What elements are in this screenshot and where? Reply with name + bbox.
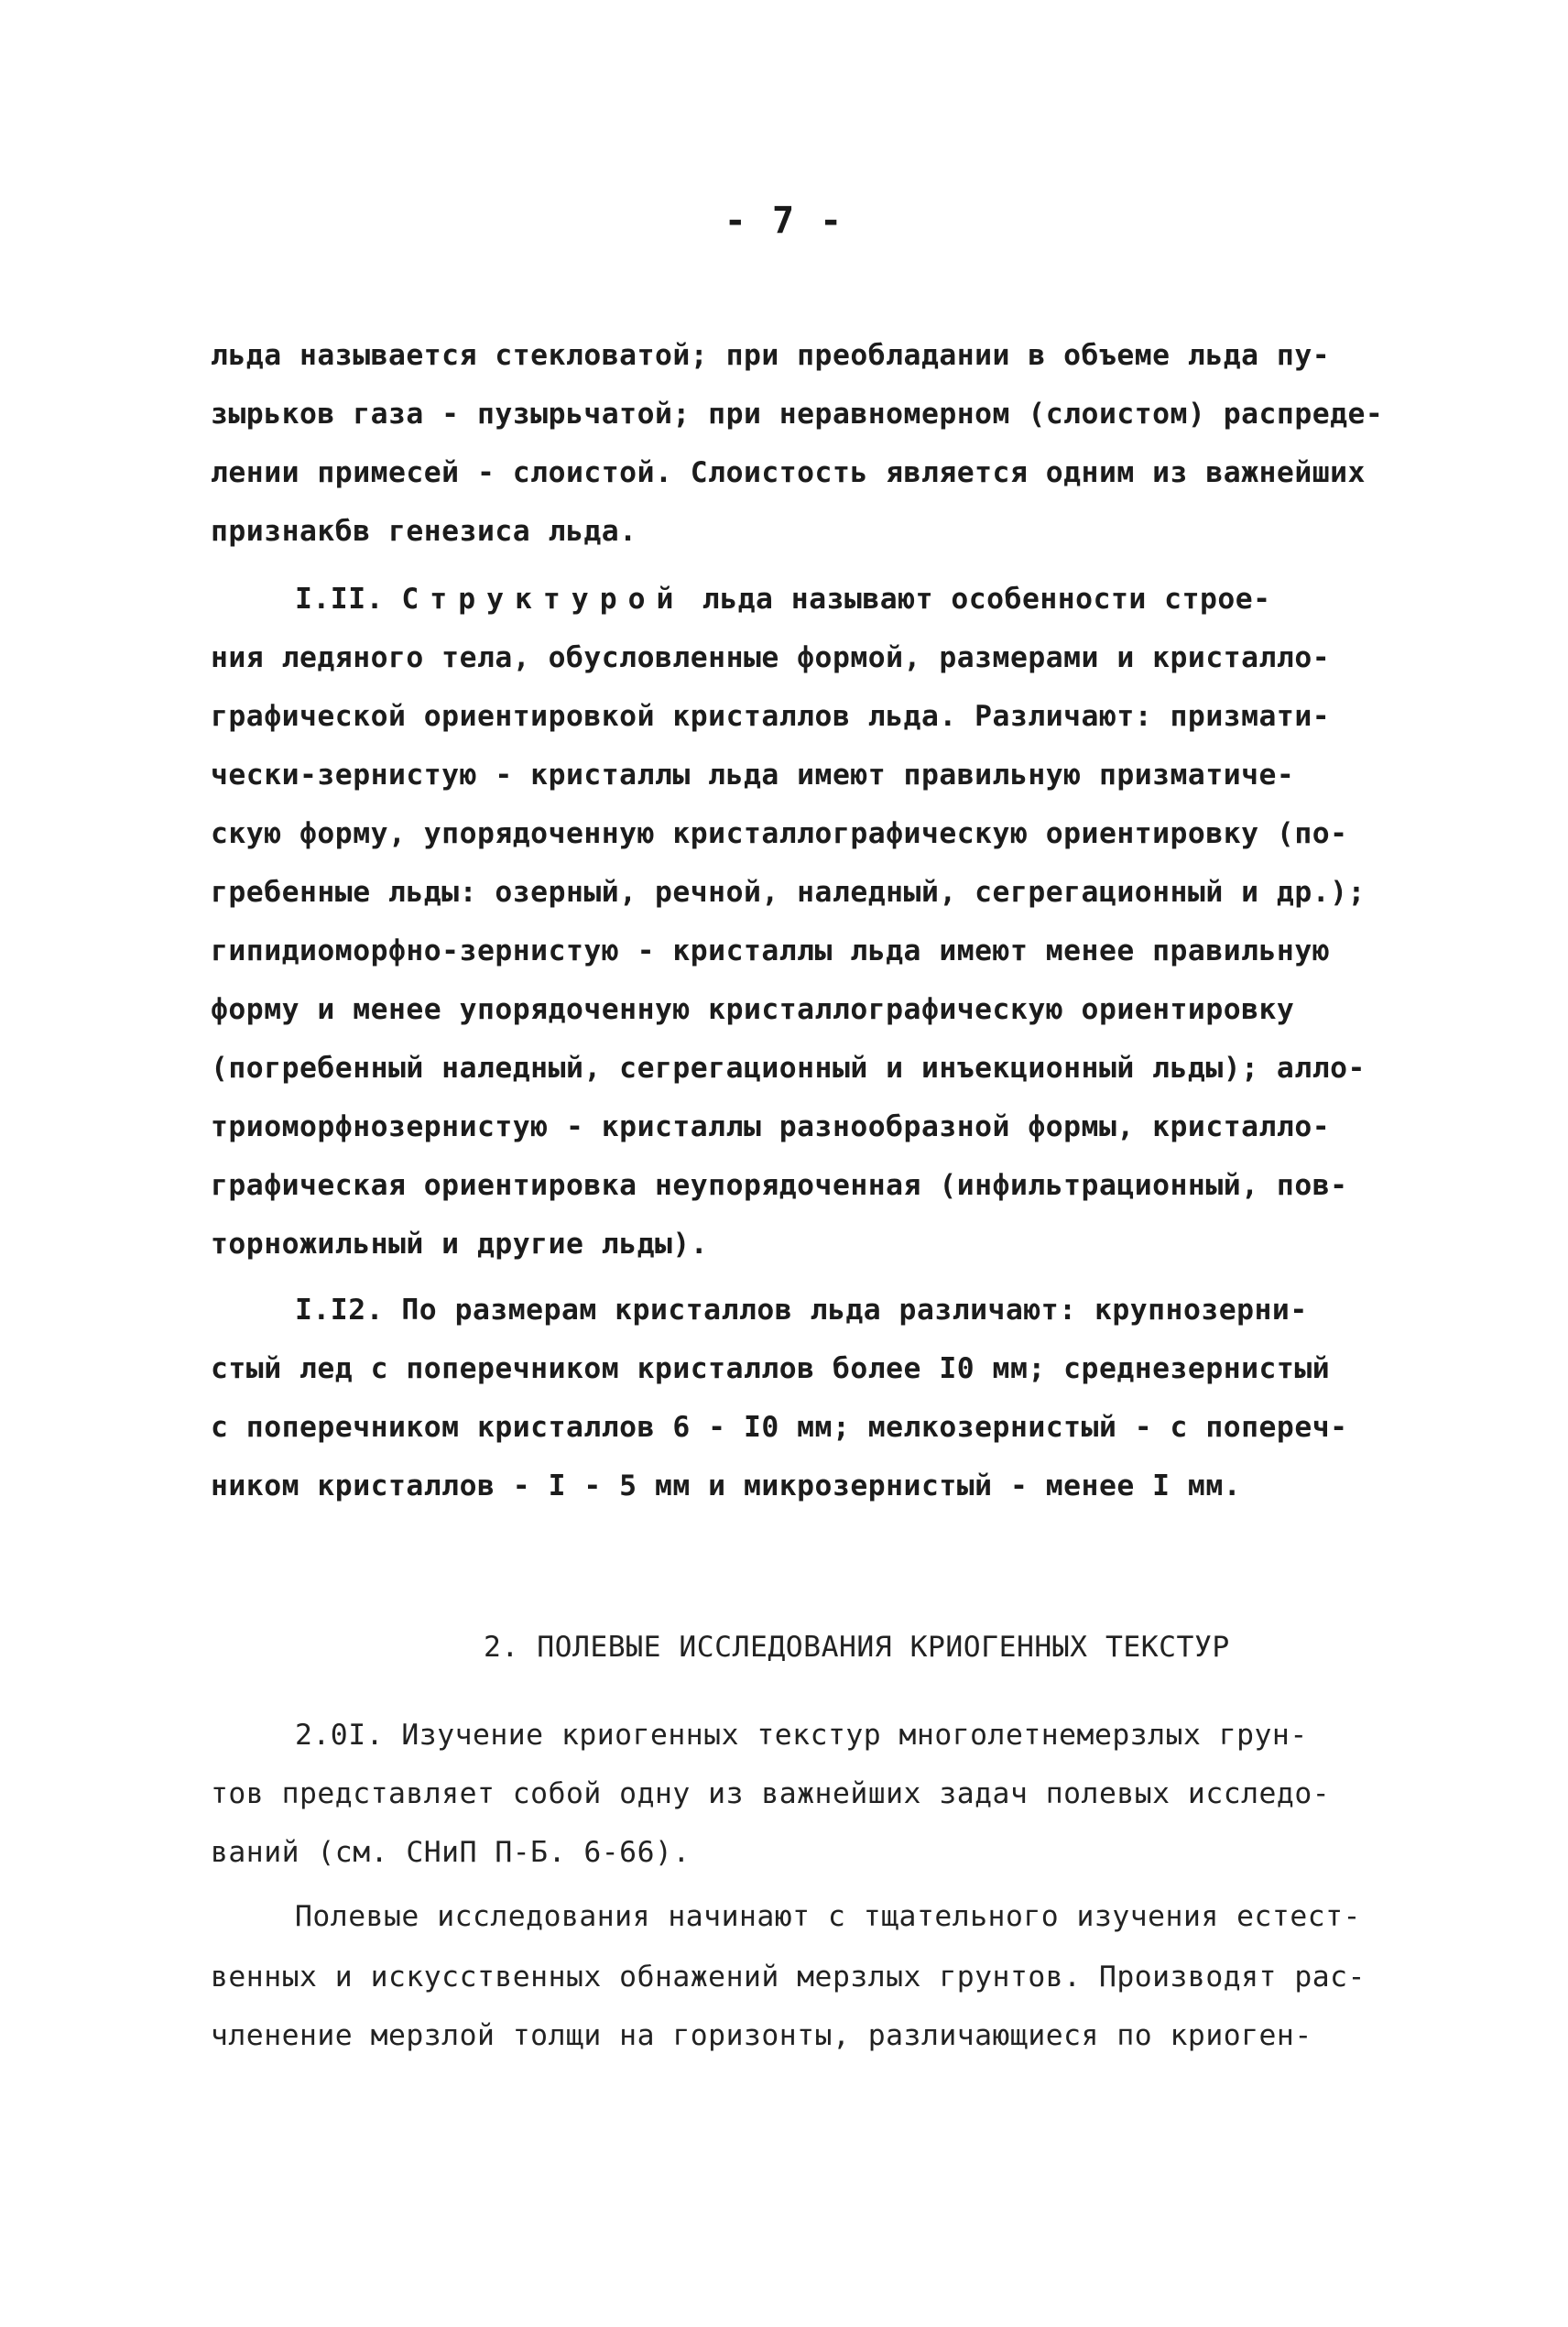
- text-line: (погребенный наледный, сегрегационный и инъекционный льды); алло-: [211, 1052, 1366, 1085]
- text-line: 2.0I. Изучение криогенных текстур многолетнемерзлых грун-: [295, 1719, 1308, 1752]
- section-heading: 2. ПОЛЕВЫЕ ИССЛЕДОВАНИЯ КРИОГЕННЫХ ТЕКСТУР: [484, 1631, 1230, 1664]
- paragraph-number: I.II.: [295, 583, 384, 616]
- text-line: чески-зернистую - кристаллы льда имеют правильную призматиче-: [211, 759, 1295, 792]
- text-line: ваний (см. СНиП П-Б. 6-66).: [211, 1836, 691, 1869]
- text-fragment: льда называют особенности строе-: [684, 583, 1271, 616]
- text-line: с поперечником кристаллов 6 - I0 мм; мелкозернистый - с попереч-: [211, 1411, 1348, 1444]
- text-line: льда называется стекловатой; при преобладании в объеме льда пу-: [211, 339, 1331, 372]
- text-line: гребенные льды: озерный, речной, наледный, сегрегационный и др.);: [211, 876, 1366, 909]
- text-line: ния ледяного тела, обусловленные формой, размерами и кристалло-: [211, 641, 1331, 674]
- text-line: стый лед с поперечником кристаллов более I0 мм; среднезернистый: [211, 1352, 1331, 1385]
- text-line: признакбв генезиса льда.: [211, 515, 637, 548]
- text-line: Полевые исследования начинают с тщательного изучения естест-: [295, 1900, 1361, 1933]
- text-line: ником кристаллов - I - 5 мм и микрозернистый - менее I мм.: [211, 1469, 1242, 1502]
- paragraph-1-11-first-line: [295, 581, 1271, 617]
- text-line: зырьков газа - пузырьчатой; при неравномерном (слоистом) распреде-: [211, 398, 1384, 431]
- text-line: венных и искусственных обнажений мерзлых грунтов. Производят рас-: [211, 1961, 1366, 1994]
- text-line: тов представляет собой одну из важнейших задач полевых исследо-: [211, 1777, 1331, 1810]
- text-line: графическая ориентировка неупорядоченная (инфильтрационный, пов-: [211, 1169, 1348, 1202]
- text-line: гипидиоморфно-зернистую - кристаллы льда имеют менее правильную: [211, 934, 1331, 967]
- term-structure: Структурой: [401, 583, 685, 616]
- text-line: лении примесей - слоистой. Слоистость является одним из важнейших: [211, 456, 1366, 489]
- text-line: форму и менее упорядоченную кристаллографическую ориентировку: [211, 993, 1295, 1026]
- text-line: скую форму, упорядоченную кристаллографическую ориентировку (по-: [211, 817, 1348, 850]
- text-line: I.I2. По размерам кристаллов льда различают: крупнозерни-: [295, 1294, 1308, 1327]
- text-line: графической ориентировкой кристаллов льда. Различают: призмати-: [211, 700, 1331, 733]
- text-line: триоморфнозернистую - кристаллы разнообразной формы, кристалло-: [211, 1110, 1331, 1143]
- page-number: - 7 -: [724, 200, 844, 242]
- text-line: торножильный и другие льды).: [211, 1228, 709, 1261]
- text-line: членение мерзлой толщи на горизонты, различающиеся по криоген-: [211, 2019, 1312, 2052]
